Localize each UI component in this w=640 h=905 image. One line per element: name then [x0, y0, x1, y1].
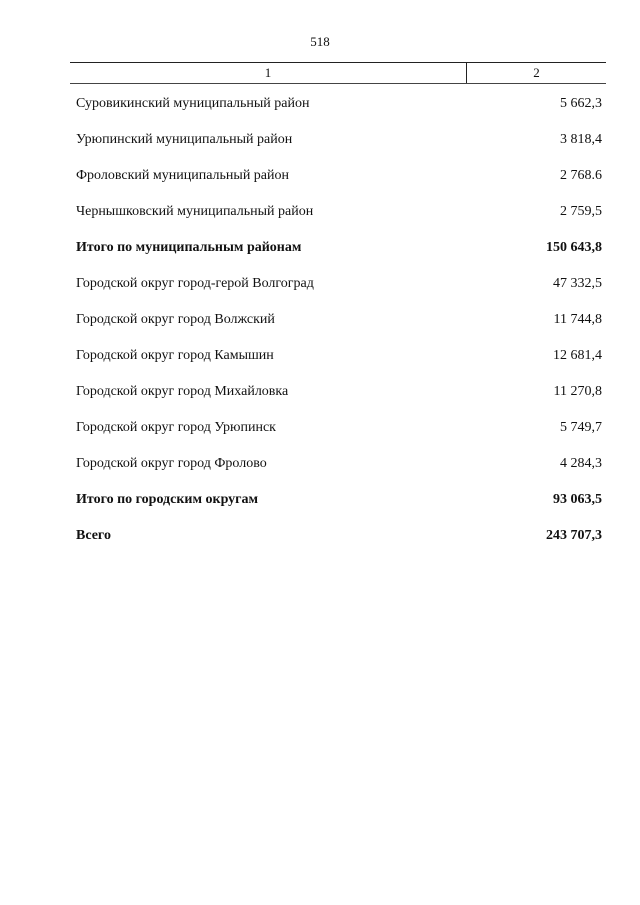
subtotal-row	[76, 240, 602, 276]
row-name: Городской округ город Камышин	[76, 348, 274, 363]
column-header-1: 1	[70, 63, 467, 83]
row-value: 150 643,8	[546, 240, 602, 255]
table-row	[76, 456, 602, 492]
total-row	[76, 528, 602, 564]
row-value: 243 707,3	[546, 528, 602, 543]
table-body	[76, 96, 602, 564]
row-name: Итого по городским округам	[76, 492, 259, 507]
row-name: Итого по муниципальным районам	[76, 240, 302, 255]
row-name: Городской округ город Волжский	[76, 312, 275, 327]
row-value: 5 749,7	[560, 420, 602, 435]
table-row	[76, 312, 602, 348]
row-value: 12 681,4	[553, 348, 602, 363]
table-header	[70, 62, 606, 84]
row-value: 2 759,5	[560, 204, 602, 219]
row-name: Всего	[76, 528, 111, 543]
table-row	[76, 132, 602, 168]
row-value: 2 768.6	[560, 168, 602, 183]
table-row	[76, 96, 602, 132]
table-row	[76, 420, 602, 456]
row-value: 4 284,3	[560, 456, 602, 471]
row-name: Городской округ город Урюпинск	[76, 420, 276, 435]
row-name: Фроловский муниципальный район	[76, 168, 290, 183]
row-value: 11 270,8	[553, 384, 602, 399]
row-value: 93 063,5	[553, 492, 602, 507]
row-name: Городской округ город Фролово	[76, 456, 267, 471]
row-value: 5 662,3	[560, 96, 602, 111]
row-value: 3 818,4	[560, 132, 602, 147]
table-row	[76, 276, 602, 312]
table-row	[76, 384, 602, 420]
row-value: 11 744,8	[553, 312, 602, 327]
row-value: 47 332,5	[553, 276, 602, 291]
table-row	[76, 204, 602, 240]
page-number: 518	[310, 34, 330, 49]
table-row	[76, 168, 602, 204]
table-row	[76, 348, 602, 384]
row-name: Городской округ город Михайловка	[76, 384, 289, 399]
row-name: Чернышковский муниципальный район	[76, 204, 314, 219]
row-name: Городской округ город-герой Волгоград	[76, 276, 314, 291]
column-header-2: 2	[533, 65, 540, 80]
row-name: Суровикинский муниципальный район	[76, 96, 310, 111]
row-name: Урюпинский муниципальный район	[76, 132, 293, 147]
subtotal-row	[76, 492, 602, 528]
